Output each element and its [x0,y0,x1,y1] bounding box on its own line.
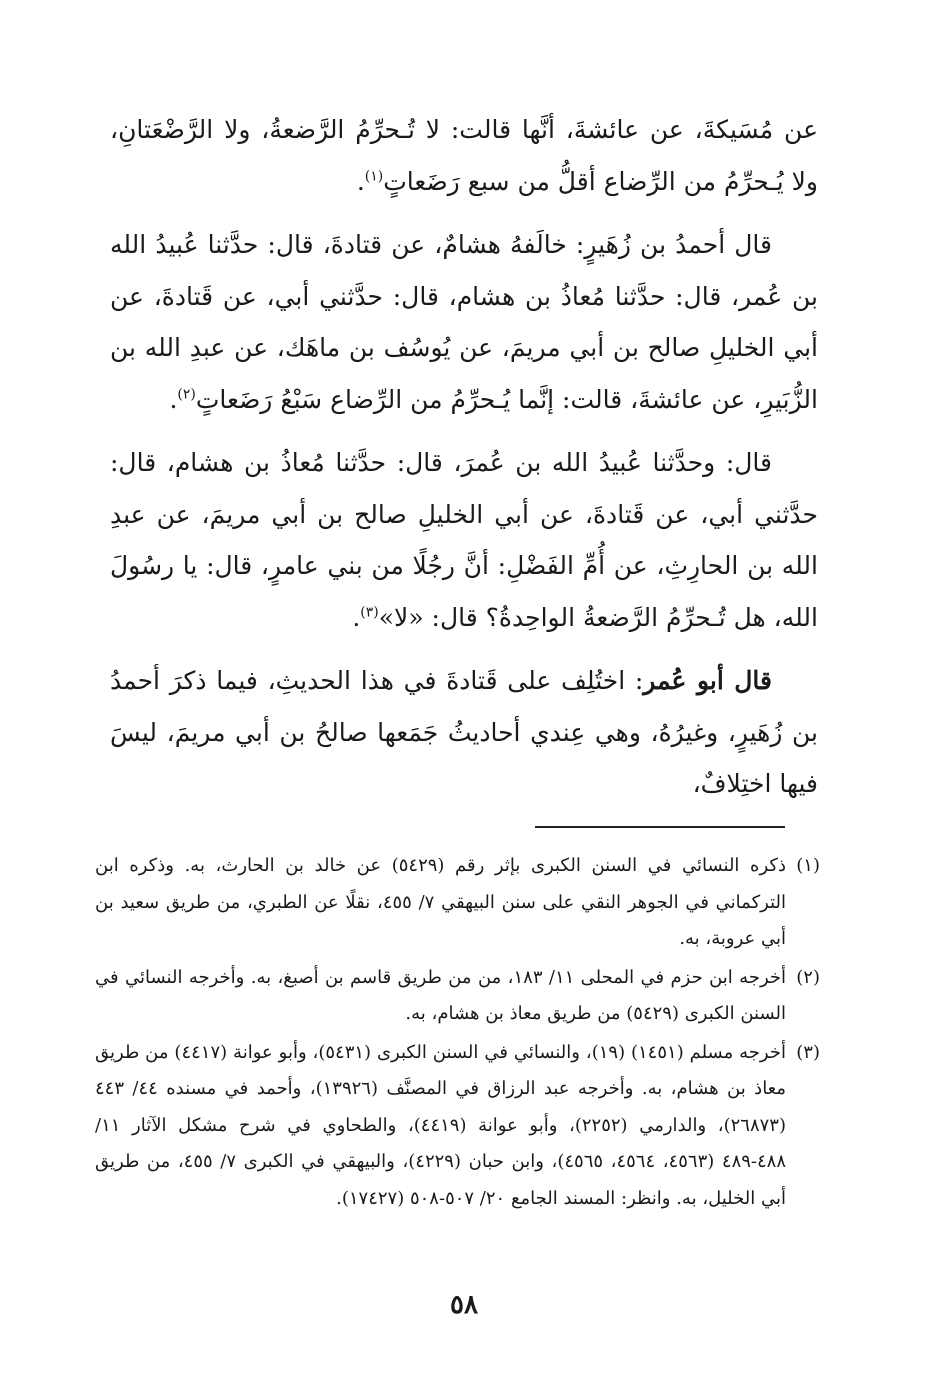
paragraph-tail: . [169,384,178,414]
footnote [95,848,820,958]
paragraph-text: : اختُلِف على قَتادةَ في هذا الحديثِ، فيما ذكرَ أحمدُ بن زُهَيرٍ، وغيرُهُ، وهي عِندي أحاديثُ جَمَعها صالحُ بن أبي مريمَ، ليسَ فيها اختِلافٌ، [110,666,818,798]
footnote-text: ذكره النسائي في السنن الكبرى بإثر رقم (٥٤٢٩) عن خالد بن الحارث، به. وذكره ابن التركماني في الجوهر النقي على سنن البيهقي ٧/ ٤٥٥، نقلًا عن الطبري، من طريق سعيد بن أبي عروبة، به. [95,855,786,949]
page-number: ٥٨ [450,1290,478,1320]
speaker-lead: قال أبو عُمر [643,666,772,695]
paragraph [110,437,818,643]
paragraph-tail: . [356,166,365,196]
paragraph [110,219,818,425]
footnote-number: (٢) [796,966,820,988]
paragraph [110,655,818,810]
footnote-reference: (١) [364,168,384,185]
paragraph-text: عن مُسَيكةَ، عن عائشةَ، أنَّها قالت: لا تُـحرِّمُ الرَّضعةُ، ولا الرَّضْعَتانِ، ولا يُـحرِّمُ من الرِّضاع أقلُّ من سبع رَضَعاتٍ [110,115,818,196]
paragraph-tail: . [352,602,361,632]
footnote-reference: (٢) [177,386,196,403]
footnotes-section [95,848,820,1217]
footnote-separator [535,826,785,828]
paragraph [110,104,818,207]
main-text-body [110,104,818,810]
footnote-text: أخرجه ابن حزم في المحلى ١١/ ١٨٣، من من طريق قاسم بن أصبغ، به. وأخرجه النسائي في السنن الكبرى (٥٤٢٩) من طريق معاذ بن هشام، به. [95,966,786,1024]
footnote-reference: (٣) [360,604,379,621]
paragraph-text: قال أحمدُ بن زُهَيرٍ: خالَفهُ هشامٌ، عن قتادةَ، قال: حدَّثنا عُبيدُ الله بن عُمر، قال: حدَّثنا مُعاذُ بن هشام، قال: حدَّثني أبي، عن قَتادةَ، عن أبي الخليلِ صالح بن أبي مريمَ، عن يُوسُف بن ماهَك، عن عبدِ الله بن الزُّبَيرِ، عن عائشةَ، قالت: إنَّما يُـحرِّمُ من الرِّضاع سَبْعُ رَضَعاتٍ [110,230,818,414]
footnote-text: أخرجه مسلم (١٤٥١) (١٩)، والنسائي في السنن الكبرى (٥٤٣١)، وأبو عوانة (٤٤١٧) من طريق معاذ بن هشام، به. وأخرجه عبد الرزاق في المصنَّف (١٣٩٢٦)، وأحمد في مسنده ٤٤/ ٤٤٣ (٢٦٨٧٣)، والدارمي (٢٢٥٢)، وأبو عوانة (٤٤١٩)، والطحاوي في شرح مشكل الآثار ١١/ ٤٨٨-٤٨٩ (٤٥٦٣، ٤٥٦٤، ٤٥٦٥)، وابن حبان (٤٢٢٩)، والبيهقي في الكبرى ٧/ ٤٥٥، من طريق أبي الخليل، به. وانظر: المسند الجامع ٢٠/ ٥٠٧-٥٠٨ (١٧٤٢٧). [95,1041,787,1209]
paragraph-text: قال: وحدَّثنا عُبيدُ الله بن عُمرَ، قال: حدَّثنا مُعاذُ بن هشام، قال: حدَّثني أبي، عن قَتادةَ، عن أبي الخليلِ صالح بن أبي مريمَ، عن عبدِ الله بن الحارِثِ، عن أُمِّ الفَضْلِ: أنَّ رجُلًا من بني عامرٍ، قال: يا رسُولَ الله، هل تُـحرِّمُ الرَّضعةُ الواحِدةُ؟ قال: «لا» [110,448,818,632]
footnote-number: (٣) [796,1041,820,1063]
footnote [95,960,820,1033]
footnote-number: (١) [796,855,820,876]
footnote [95,1035,820,1218]
